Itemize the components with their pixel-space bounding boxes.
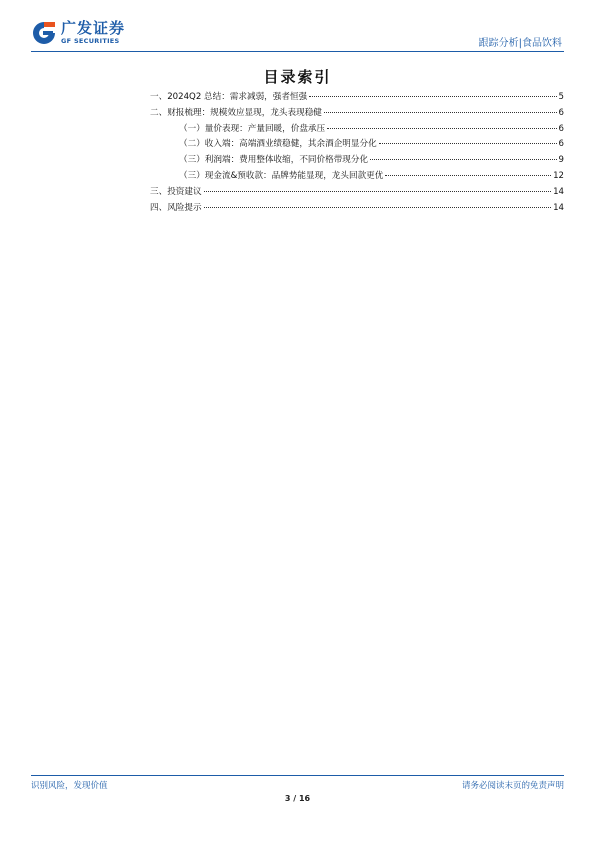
footer-disclaimer: 请务必阅读末页的免责声明 (461, 781, 564, 791)
toc-entry-label: （三）现金流&预收款：品牌势能显现，龙头回款更优 (179, 170, 384, 181)
toc-page-number: 9 (558, 155, 564, 166)
toc-page-number: 6 (558, 123, 564, 134)
toc-subentry[interactable] (150, 169, 564, 185)
logo-chinese-text: 广发证券 (61, 19, 126, 38)
toc-entry[interactable] (150, 106, 564, 122)
toc-page-number: 14 (553, 202, 564, 213)
toc-entry[interactable] (150, 201, 564, 217)
toc-leader-dots (324, 112, 557, 113)
toc-subentry[interactable] (150, 137, 564, 153)
toc-page-number: 12 (553, 170, 564, 181)
toc-subentry[interactable] (150, 122, 564, 138)
toc-entry-label: 二、财报梳理：规模效应显现，龙头表现稳健 (150, 107, 322, 118)
header-divider (31, 51, 564, 52)
toc-leader-dots (385, 175, 551, 176)
toc-entry-label: （三）利润端：费用整体收缩，不同价格带现分化 (179, 155, 369, 166)
toc-entry[interactable] (150, 90, 564, 106)
company-logo (31, 18, 125, 48)
toc-leader-dots (379, 143, 557, 144)
toc-entry-label: 四、风险提示 (150, 202, 202, 213)
toc-entry-label: （一）量价表现：产量回暖，价盘承压 (179, 123, 326, 134)
toc-leader-dots (204, 207, 551, 208)
logo-english-text: GF SECURITIES (61, 37, 120, 46)
report-category: 跟踪分析|食品饮料 (478, 38, 562, 49)
toc-subentry[interactable] (150, 153, 564, 169)
toc-page-number: 6 (558, 139, 564, 150)
toc-entry[interactable] (150, 185, 564, 201)
toc-page-number: 14 (553, 186, 564, 197)
toc-leader-dots (370, 159, 556, 160)
toc-entry-label: （二）收入端：高端酒业绩稳健，其余酒企明显分化 (179, 139, 377, 150)
toc-page-number: 6 (558, 107, 564, 118)
page-header (31, 16, 564, 50)
toc-leader-dots (327, 128, 556, 129)
gf-logo-icon (31, 20, 57, 46)
toc-entry-label: 三、投资建议 (150, 186, 202, 197)
footer-slogan: 识别风险，发现价值 (31, 781, 108, 791)
toc-entry-label: 一、2024Q2 总结：需求减弱，强者恒强 (150, 92, 308, 102)
toc-leader-dots (309, 96, 556, 97)
toc-page-number: 5 (558, 92, 564, 102)
toc-leader-dots (204, 191, 551, 192)
table-of-contents (150, 90, 564, 216)
toc-title: 目录索引 (263, 68, 332, 86)
page-number: 3 / 16 (284, 794, 311, 803)
footer-divider (31, 775, 564, 776)
